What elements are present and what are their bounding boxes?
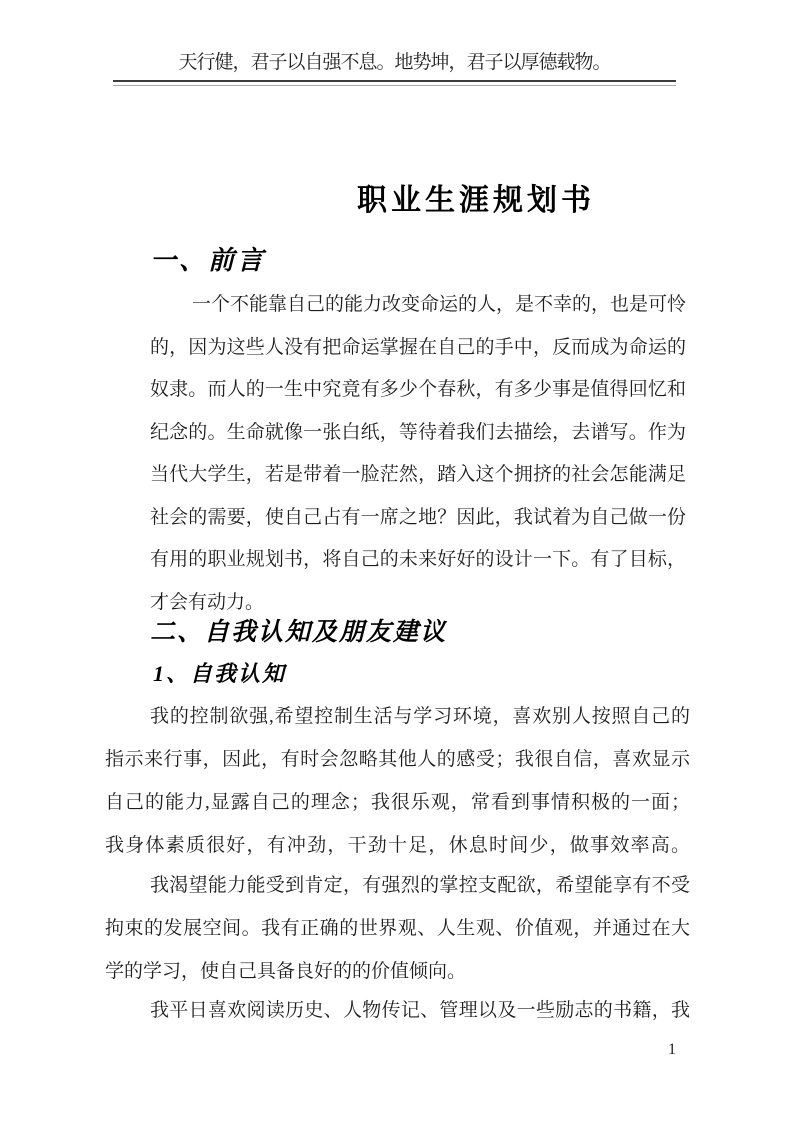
text-line: 学的学习，使自己具备良好的的价值倾向。	[105, 961, 467, 982]
text-line: 自己的能力,显露自己的理念；我很乐观，常看到事情积极的一面；	[105, 792, 690, 813]
text-line: 我平日喜欢阅读历史、人物传记、管理以及一些励志的书籍，我	[150, 1000, 690, 1021]
text-line: 有用的职业规划书，将自己的未来好好的设计一下。有了目标，	[150, 549, 686, 570]
page-header	[113, 48, 676, 86]
text-line: 我的控制欲强,希望控制生活与学习环境，喜欢别人按照自己的	[150, 706, 690, 727]
text-line: 社会的需要，使自己占有一席之地？因此，我试着为自己做一份	[150, 506, 686, 528]
text-line: 我身体素质很好，有冲劲，干劲十足，休息时间少，做事效率高。	[105, 835, 690, 856]
text-line: 我渴望能力能受到肯定，有强烈的掌控支配欲，希望能享有不受	[150, 875, 690, 896]
text-line: 拘束的发展空间。我有正确的世界观、人生观、价值观，并通过在大	[105, 918, 690, 939]
subsection-heading-self-knowledge: 1、自我认知	[153, 661, 287, 686]
text-line: 当代大学生，若是带着一脸茫然，踏入这个拥挤的社会怎能满足	[150, 464, 686, 485]
self-knowledge-paragraph-3	[105, 989, 690, 1032]
preface-paragraph	[150, 284, 686, 624]
header-rule	[113, 80, 676, 86]
text-line: 指示来行事，因此，有时会忽略其他人的感受；我很自信，喜欢显示	[105, 749, 690, 770]
text-line: 才会有动力。	[150, 591, 265, 613]
text-line: 奴隶。而人的一生中究竟有多少个春秋，有多少事是值得回忆和	[150, 379, 686, 400]
section-heading-preface: 一、前言	[150, 246, 267, 275]
text-line: 一个不能靠自己的能力改变命运的人，是不幸的，也是可怜	[192, 294, 687, 315]
self-knowledge-paragraph-2	[105, 864, 690, 993]
header-motto: 天行健，君子以自强不息。地势坤，君子以厚德载物。	[178, 52, 611, 73]
self-knowledge-paragraph-1	[105, 695, 690, 867]
section-heading-self-knowledge: 二、自我认知及朋友建议	[150, 619, 448, 646]
document-title: 职业生涯规划书	[357, 184, 595, 217]
text-line: 的，因为这些人没有把命运掌握在自己的手中，反而成为命运的	[150, 336, 686, 358]
page-number: 1	[668, 1041, 676, 1058]
text-line: 纪念的。生命就像一张白纸，等待着我们去描绘，去谱写。作为	[150, 421, 686, 443]
